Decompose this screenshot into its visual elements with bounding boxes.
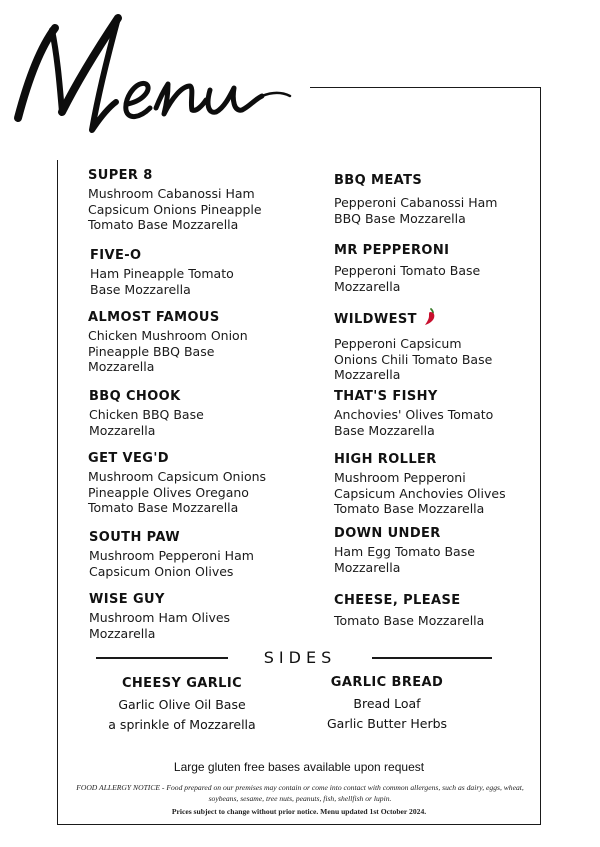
item-name-text: WILDWEST bbox=[334, 311, 417, 327]
sides-divider-right bbox=[372, 657, 492, 659]
side-name: CHEESY GARLIC bbox=[121, 676, 243, 691]
item-description: Chicken BBQ Base Mozzarella bbox=[89, 407, 204, 438]
item-name: HIGH ROLLER bbox=[334, 452, 437, 467]
item-description: Mushroom Capsicum Onions Pineapple Olives Oregano Tomato Base Mozzarella bbox=[88, 469, 267, 515]
side-item-cheesy-garlic bbox=[82, 676, 282, 735]
item-name: ALMOST FAMOUS bbox=[88, 310, 220, 325]
item-name: CHEESE, PLEASE bbox=[334, 593, 461, 608]
menu-item-get-vegd bbox=[88, 451, 318, 516]
item-name: GET VEG'D bbox=[88, 451, 169, 466]
menu-item-almost-famous bbox=[88, 310, 318, 375]
item-description: Chicken Mushroom Onion Pineapple BBQ Base Mozzarella bbox=[88, 328, 248, 374]
sides-heading: SIDES bbox=[263, 648, 337, 667]
item-name: SUPER 8 bbox=[88, 168, 153, 183]
menu-title-script bbox=[0, 0, 310, 160]
item-description: Mushroom Cabanossi Ham Capsicum Onions Pineapple Tomato Base Mozzarella bbox=[88, 186, 262, 232]
item-name: FIVE-O bbox=[90, 248, 142, 263]
menu-title bbox=[0, 0, 310, 160]
menu-item-wise-guy bbox=[89, 592, 319, 641]
item-name: WISE GUY bbox=[89, 592, 165, 607]
item-name bbox=[334, 307, 564, 331]
item-description: Mushroom Pepperoni Ham Capsicum Onion Olives bbox=[89, 548, 254, 579]
menu-item-high-roller bbox=[334, 452, 564, 517]
price-notice: Prices subject to change without prior notice. Menu updated 1st October 2024. bbox=[171, 807, 427, 816]
menu-item-south-paw bbox=[89, 530, 319, 579]
side-name: GARLIC BREAD bbox=[330, 675, 444, 690]
item-name: DOWN UNDER bbox=[334, 526, 441, 541]
food-allergy-notice: FOOD ALLERGY NOTICE - Food prepared on our premises may contain or come into contact with common allergens, such as dairy, eggs, wheat, soybeans, sesame, tree nuts, peanuts, fish, shellfish or lupin. bbox=[76, 783, 524, 803]
menu-item-wildwest bbox=[334, 307, 564, 383]
item-name: BBQ CHOOK bbox=[89, 389, 181, 404]
item-description: Anchovies' Olives Tomato Base Mozzarella bbox=[334, 407, 494, 438]
side-description: Bread Loaf Garlic Butter Herbs bbox=[326, 696, 448, 731]
menu-item-cheese-please bbox=[334, 593, 564, 629]
chili-pepper-icon bbox=[423, 307, 437, 331]
gluten-free-notice: Large gluten free bases available upon request bbox=[173, 760, 425, 774]
menu-item-bbq-chook bbox=[89, 389, 319, 438]
menu-item-five-o bbox=[90, 248, 320, 297]
menu-item-thats-fishy bbox=[334, 389, 564, 438]
item-name: THAT'S FISHY bbox=[334, 389, 438, 404]
item-description: Tomato Base Mozzarella bbox=[334, 613, 485, 628]
side-item-garlic-bread bbox=[287, 675, 487, 734]
sides-divider-left bbox=[96, 657, 228, 659]
item-name: BBQ MEATS bbox=[334, 173, 423, 188]
side-description: Garlic Olive Oil Base a sprinkle of Mozzarella bbox=[108, 697, 256, 732]
menu-item-super-8 bbox=[88, 168, 318, 233]
item-description: Ham Egg Tomato Base Mozzarella bbox=[334, 544, 475, 575]
item-name: SOUTH PAW bbox=[89, 530, 180, 545]
menu-item-mr-pepperoni bbox=[334, 243, 564, 294]
menu-item-bbq-meats bbox=[334, 173, 564, 226]
item-name: MR PEPPERONI bbox=[334, 243, 450, 258]
item-description: Pepperoni Tomato Base Mozzarella bbox=[334, 263, 481, 294]
item-description: Pepperoni Cabanossi Ham BBQ Base Mozzarella bbox=[334, 195, 498, 226]
item-description: Ham Pineapple Tomato Base Mozzarella bbox=[90, 266, 234, 297]
item-description: Mushroom Pepperoni Capsicum Anchovies Olives Tomato Base Mozzarella bbox=[334, 470, 506, 516]
item-description: Mushroom Ham Olives Mozzarella bbox=[89, 610, 231, 641]
menu-item-down-under bbox=[334, 526, 564, 575]
item-description: Pepperoni Capsicum Onions Chili Tomato Base Mozzarella bbox=[334, 336, 493, 382]
